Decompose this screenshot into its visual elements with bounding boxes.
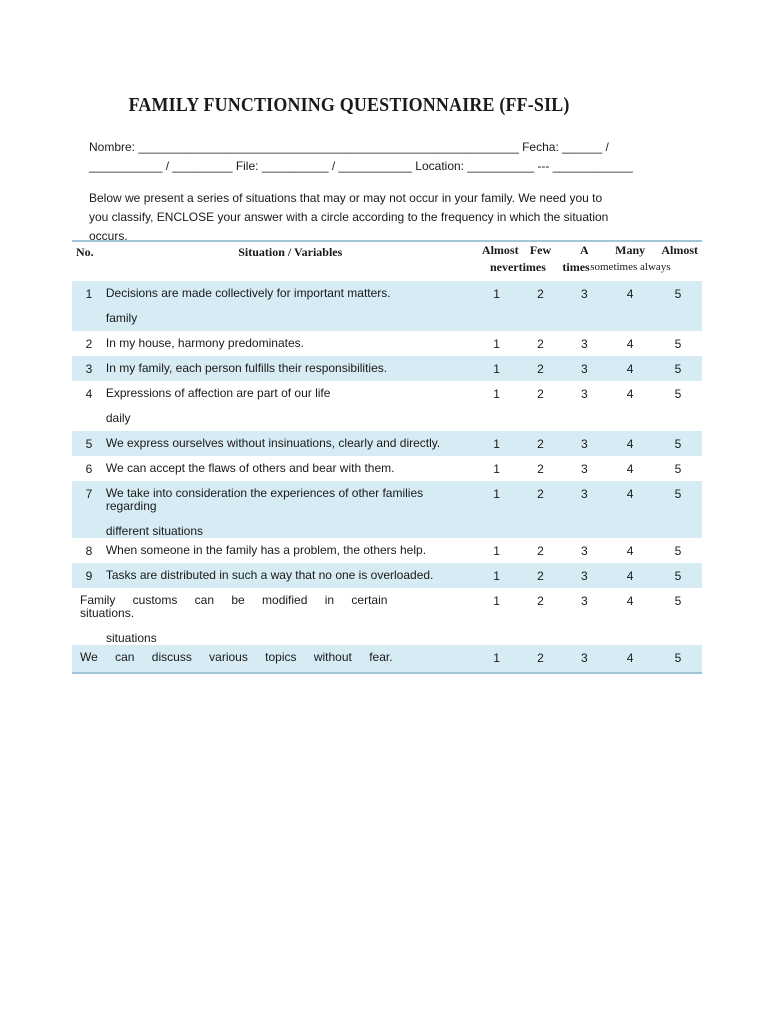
- row-number: 1: [72, 281, 106, 331]
- instructions: [89, 189, 629, 246]
- option-many-sometimes[interactable]: 4: [626, 462, 634, 476]
- row-number: 7: [72, 481, 106, 538]
- option-few-times[interactable]: 2: [519, 481, 563, 538]
- option-few-times[interactable]: 2: [519, 356, 563, 381]
- header-almost-always-line2: always: [640, 261, 671, 273]
- option-almost-never[interactable]: 1: [475, 356, 519, 381]
- table-row: [72, 331, 702, 356]
- table-row: [72, 281, 702, 331]
- option-few-times[interactable]: 2: [537, 544, 544, 558]
- situation-line-1: We express ourselves without insinuations, clearly and directly.: [105, 436, 441, 450]
- table-row: [72, 431, 702, 456]
- row-number: 6: [85, 462, 93, 476]
- option-a-times[interactable]: 3: [580, 337, 588, 351]
- situation-text: [72, 588, 475, 645]
- table-row: [72, 381, 702, 431]
- option-a-times[interactable]: 3: [580, 462, 588, 476]
- option-few-times[interactable]: 2: [537, 594, 544, 608]
- situation-line-1: Tasks are distributed in such a way that no one is overloaded.: [105, 568, 434, 582]
- situation-line-1: We can discuss various topics without fear.: [80, 650, 393, 664]
- situation-text: [106, 456, 475, 481]
- header-almost-always: [640, 241, 702, 281]
- option-few-times[interactable]: 2: [519, 563, 563, 588]
- header-few-times: [519, 241, 563, 281]
- situation-line-1: Family customs can be modified in certain situations.: [80, 593, 388, 620]
- row-number: 8: [85, 544, 93, 558]
- table-row: [72, 538, 702, 563]
- situation-line-1: In my house, harmony predominates.: [105, 336, 304, 350]
- option-almost-always[interactable]: 5: [654, 281, 702, 331]
- option-almost-never[interactable]: 1: [475, 281, 519, 331]
- option-almost-never[interactable]: 1: [493, 462, 500, 476]
- situation-line-1: Decisions are made collectively for important matters.: [105, 286, 391, 300]
- situation-text: [106, 431, 475, 456]
- header-a-times-line1: A: [579, 243, 589, 257]
- option-almost-never[interactable]: 1: [493, 594, 500, 608]
- option-almost-never[interactable]: 1: [493, 387, 500, 401]
- header-almost-never: [475, 241, 519, 281]
- option-few-times[interactable]: 2: [519, 431, 563, 456]
- option-a-times[interactable]: 3: [580, 544, 588, 558]
- option-few-times[interactable]: 2: [519, 281, 563, 331]
- option-almost-always[interactable]: 5: [674, 387, 682, 401]
- header-no: No.: [76, 245, 94, 259]
- option-almost-always[interactable]: 5: [674, 337, 682, 351]
- option-almost-always[interactable]: 5: [654, 563, 702, 588]
- questionnaire-table: [72, 240, 702, 674]
- option-almost-always[interactable]: 5: [674, 462, 682, 476]
- option-few-times[interactable]: 2: [519, 645, 563, 673]
- header-situation: Situation / Variables: [238, 245, 343, 259]
- table-row: [72, 481, 702, 538]
- situation-line-1: Expressions of affection are part of our life: [105, 386, 331, 400]
- option-almost-always[interactable]: 5: [654, 431, 702, 456]
- form-line-name-date: Nombre: _________________________________________________________ Fecha: ______ /: [89, 140, 609, 154]
- option-almost-always[interactable]: 5: [654, 481, 702, 538]
- situation-line-2: family: [105, 311, 138, 325]
- situation-line-1: We can accept the flaws of others and bear with them.: [105, 461, 395, 475]
- situation-text: [72, 645, 475, 673]
- table-row: [72, 588, 702, 645]
- row-number: 9: [72, 563, 106, 588]
- instructions-line-1: Below we present a series of situations that may or may not occur in your family. We need you to: [89, 191, 603, 205]
- option-few-times[interactable]: 2: [537, 462, 544, 476]
- option-a-times[interactable]: 3: [562, 356, 606, 381]
- option-few-times[interactable]: 2: [537, 387, 544, 401]
- table-row: [72, 563, 702, 588]
- header-many-sometimes-line2: sometimes: [590, 261, 638, 273]
- option-a-times[interactable]: 3: [580, 594, 588, 608]
- option-a-times[interactable]: 3: [562, 563, 606, 588]
- option-a-times[interactable]: 3: [562, 281, 606, 331]
- option-many-sometimes[interactable]: 4: [626, 594, 634, 608]
- option-almost-never[interactable]: 1: [475, 563, 519, 588]
- situation-line-2: situations: [106, 631, 157, 645]
- form-line-file-location: ___________ / _________ File: __________ / ___________ Location: __________ --- ____________: [89, 159, 633, 173]
- situation-line-2: different situations: [105, 524, 204, 538]
- situation-line-1: In my family, each person fulfills their responsibilities.: [105, 361, 388, 375]
- option-many-sometimes[interactable]: 4: [606, 563, 654, 588]
- option-many-sometimes[interactable]: 4: [606, 281, 654, 331]
- row-number: 3: [72, 356, 106, 381]
- row-number: 5: [72, 431, 106, 456]
- document-title: FAMILY FUNCTIONING QUESTIONNAIRE (FF-SIL): [128, 95, 570, 116]
- header-few-times-line1: Few: [529, 243, 552, 257]
- option-almost-always[interactable]: 5: [674, 544, 682, 558]
- option-almost-always[interactable]: 5: [654, 645, 702, 673]
- header-almost-always-line1: Almost: [661, 243, 698, 257]
- header-many-sometimes-line1: Many: [615, 243, 646, 257]
- option-a-times[interactable]: 3: [562, 431, 606, 456]
- option-almost-never[interactable]: 1: [493, 544, 500, 558]
- option-almost-never[interactable]: 1: [493, 337, 500, 351]
- situation-text: [106, 331, 475, 356]
- table-row: [72, 456, 702, 481]
- option-almost-always[interactable]: 5: [674, 594, 682, 608]
- option-a-times[interactable]: 3: [580, 387, 588, 401]
- option-many-sometimes[interactable]: 4: [606, 431, 654, 456]
- option-many-sometimes[interactable]: 4: [606, 645, 654, 673]
- option-many-sometimes[interactable]: 4: [626, 387, 634, 401]
- situation-text: [106, 356, 475, 381]
- table-row: [72, 645, 702, 673]
- option-many-sometimes[interactable]: 4: [606, 481, 654, 538]
- instructions-line-2: you classify, ENCLOSE your answer with a circle according to the frequency in which the situation occurs.: [89, 210, 609, 243]
- option-almost-never[interactable]: 1: [475, 481, 519, 538]
- header-almost-never-line2: never: [489, 260, 519, 274]
- table-header-row: [72, 241, 702, 281]
- situation-text: [106, 481, 475, 538]
- situation-text: [106, 538, 475, 563]
- situation-text: [106, 281, 475, 331]
- option-many-sometimes[interactable]: 4: [626, 337, 634, 351]
- option-a-times[interactable]: 3: [562, 481, 606, 538]
- header-few-times-line2: times: [518, 260, 546, 274]
- table-row: [72, 356, 702, 381]
- row-number: 2: [85, 337, 93, 351]
- option-many-sometimes[interactable]: 4: [626, 544, 634, 558]
- option-almost-always[interactable]: 5: [654, 356, 702, 381]
- header-a-times-line2: times: [562, 260, 590, 274]
- row-number: 4: [85, 387, 93, 401]
- header-almost-never-line1: Almost: [481, 243, 519, 257]
- option-almost-never[interactable]: 1: [475, 645, 519, 673]
- situation-line-1: We take into consideration the experiences of other families regarding: [105, 486, 424, 513]
- option-a-times[interactable]: 3: [562, 645, 606, 673]
- situation-line-1: When someone in the family has a problem, the others help.: [105, 543, 427, 557]
- option-many-sometimes[interactable]: 4: [606, 356, 654, 381]
- situation-text: [106, 563, 475, 588]
- situation-line-2: daily: [105, 411, 131, 425]
- situation-text: [106, 381, 475, 431]
- option-few-times[interactable]: 2: [537, 337, 544, 351]
- option-almost-never[interactable]: 1: [475, 431, 519, 456]
